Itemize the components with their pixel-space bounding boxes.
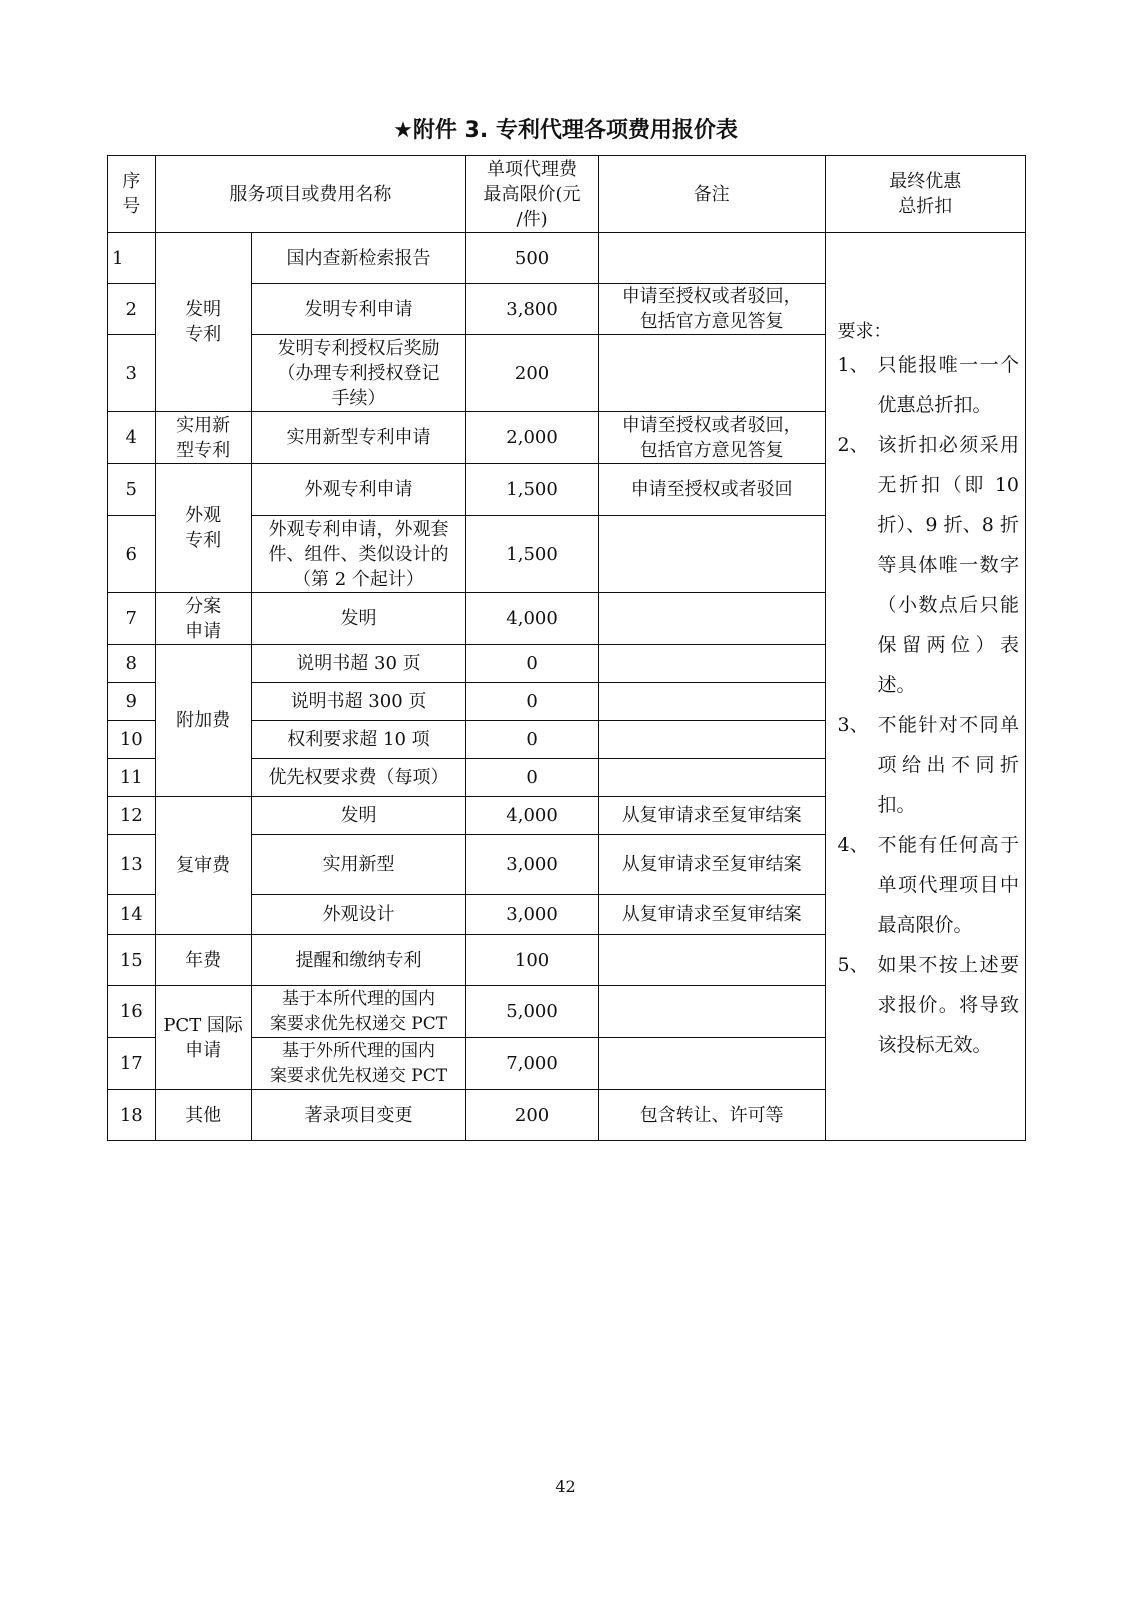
row-no: 16 (108, 986, 156, 1038)
row-price: 0 (466, 645, 599, 683)
group-other: 其他 (155, 1090, 251, 1141)
row-remark (598, 335, 825, 412)
row-remark (598, 233, 825, 284)
header-discount: 最终优惠 总折扣 (825, 156, 1025, 233)
row-price: 7,000 (466, 1038, 599, 1090)
row-remark: 申请至授权或者驳回， 包括官方意见答复 (598, 412, 825, 464)
row-price: 5,000 (466, 986, 599, 1038)
row-price: 200 (466, 335, 599, 412)
row-remark: 从复审请求至复审结案 (598, 835, 825, 895)
row-no: 11 (108, 759, 156, 797)
header-no: 序 号 (108, 156, 156, 233)
row-no: 9 (108, 683, 156, 721)
requirements-heading: 要求： (837, 321, 892, 342)
fee-table (107, 155, 1026, 1141)
group-divisional: 分案 申请 (155, 593, 251, 645)
group-utility: 实用新 型专利 (155, 412, 251, 464)
row-no: 10 (108, 721, 156, 759)
row-price: 200 (466, 1090, 599, 1141)
row-name: 外观专利申请，外观套 件、组件、类似设计的 （第 2 个起计） (251, 516, 466, 593)
row-remark (598, 721, 825, 759)
row-name: 说明书超 300 页 (251, 683, 466, 721)
row-price: 3,000 (466, 835, 599, 895)
table-row (108, 233, 1026, 284)
row-price: 1,500 (466, 516, 599, 593)
row-price: 0 (466, 721, 599, 759)
group-reexam: 复审费 (155, 797, 251, 935)
header-price: 单项代理费 最高限价(元 /件) (466, 156, 599, 233)
document-title: ★附件 3. 专利代理各项费用报价表 (393, 118, 738, 143)
table-header-row (108, 156, 1026, 233)
row-remark (598, 683, 825, 721)
group-pct: PCT 国际 申请 (155, 986, 251, 1090)
row-no: 15 (108, 935, 156, 986)
row-remark: 申请至授权或者驳回 (598, 464, 825, 516)
group-invention: 发明 专利 (155, 233, 251, 412)
requirement-item: 4、 不能有任何高于单项代理项目中最高限价。 (837, 834, 1019, 936)
row-price: 3,000 (466, 895, 599, 935)
row-remark: 申请至授权或者驳回， 包括官方意见答复 (598, 284, 825, 335)
row-price: 100 (466, 935, 599, 986)
row-name: 实用新型专利申请 (251, 412, 466, 464)
header-item: 服务项目或费用名称 (155, 156, 466, 233)
requirement-item: 1、 只能报唯一一个优惠总折扣。 (837, 354, 1019, 416)
row-remark: 包含转让、许可等 (598, 1090, 825, 1141)
requirement-item: 3、 不能针对不同单项给出不同折扣。 (837, 714, 1019, 816)
row-price: 4,000 (466, 797, 599, 835)
row-remark (598, 935, 825, 986)
page-number: 42 (555, 1477, 576, 1496)
group-surcharge: 附加费 (155, 645, 251, 797)
row-no: 17 (108, 1038, 156, 1090)
row-no: 14 (108, 895, 156, 935)
row-remark (598, 759, 825, 797)
requirement-item: 5、 如果不按上述要求报价。将导致该投标无效。 (837, 954, 1019, 1056)
row-price: 1,500 (466, 464, 599, 516)
row-price: 2,000 (466, 412, 599, 464)
row-price: 4,000 (466, 593, 599, 645)
row-name: 说明书超 30 页 (251, 645, 466, 683)
group-annual: 年费 (155, 935, 251, 986)
row-remark (598, 516, 825, 593)
row-price: 0 (466, 759, 599, 797)
row-name: 优先权要求费（每项） (251, 759, 466, 797)
row-no: 6 (108, 516, 156, 593)
row-remark (598, 1038, 825, 1090)
group-design: 外观 专利 (155, 464, 251, 593)
row-name: 发明 (251, 593, 466, 645)
row-name: 发明专利授权后奖励 （办理专利授权登记 手续） (251, 335, 466, 412)
row-name: 外观设计 (251, 895, 466, 935)
row-no: 4 (108, 412, 156, 464)
row-no: 5 (108, 464, 156, 516)
row-name: 实用新型 (251, 835, 466, 895)
row-no: 7 (108, 593, 156, 645)
row-name: 提醒和缴纳专利 (251, 935, 466, 986)
row-no: 18 (108, 1090, 156, 1141)
row-name: 权利要求超 10 项 (251, 721, 466, 759)
row-name: 发明 (251, 797, 466, 835)
row-no: 1 (108, 233, 156, 284)
row-price: 500 (466, 233, 599, 284)
row-price: 0 (466, 683, 599, 721)
row-name: 著录项目变更 (251, 1090, 466, 1141)
row-no: 13 (108, 835, 156, 895)
requirements-cell (825, 233, 1025, 1141)
row-name: 发明专利申请 (251, 284, 466, 335)
row-remark: 从复审请求至复审结案 (598, 797, 825, 835)
row-no: 12 (108, 797, 156, 835)
row-no: 3 (108, 335, 156, 412)
row-price: 3,800 (466, 284, 599, 335)
row-remark: 从复审请求至复审结案 (598, 895, 825, 935)
row-name: 国内查新检索报告 (251, 233, 466, 284)
header-remark: 备注 (598, 156, 825, 233)
row-name: 外观专利申请 (251, 464, 466, 516)
row-remark (598, 645, 825, 683)
row-no: 2 (108, 284, 156, 335)
row-remark (598, 986, 825, 1038)
requirement-item: 2、 该折扣必须采用无折扣（即 10 折）、9 折、8 折等具体唯一数字（小数点后只能保留两位）表述。 (837, 434, 1019, 696)
row-remark (598, 593, 825, 645)
row-name: 基于外所代理的国内 案要求优先权递交 PCT (251, 1038, 466, 1090)
row-name: 基于本所代理的国内 案要求优先权递交 PCT (251, 986, 466, 1038)
row-no: 8 (108, 645, 156, 683)
